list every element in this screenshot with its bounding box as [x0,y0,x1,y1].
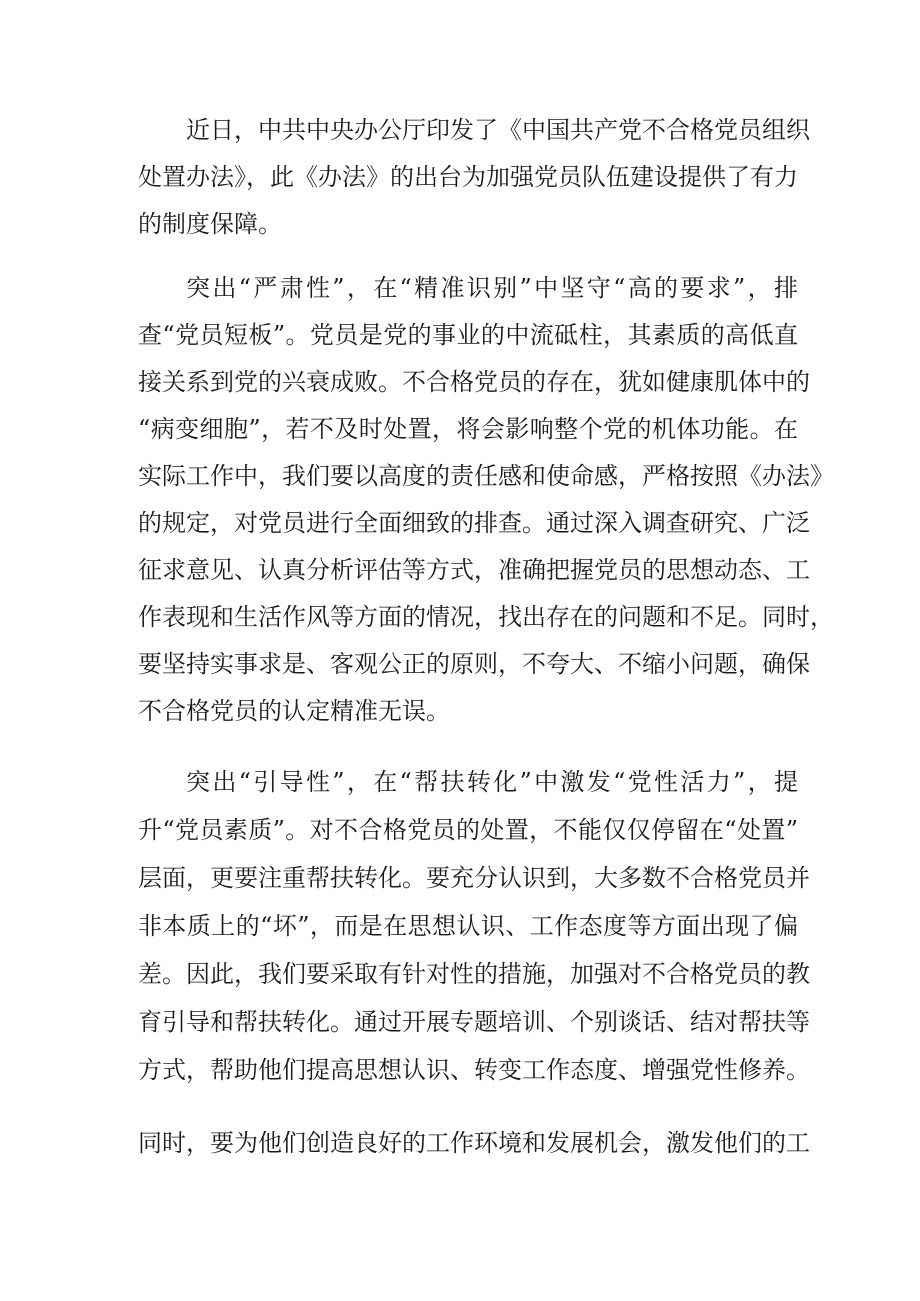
text-line: 方式，帮助他们提高思想认识、转变工作态度、增强党性修养。 [138,1056,810,1084]
text-line: 作表现和生活作风等方面的情况，找出存在的问题和不足。同时， [138,603,834,631]
text-line: 的制度保障。 [138,210,282,238]
text-line: 突出“引导性”，在“帮扶转化”中激发“党性活力”，提 [186,768,798,796]
text-line: 不合格党员的认定精准无误。 [138,697,450,725]
text-line: “病变细胞”，若不及时处置，将会影响整个党的机体功能。在 [138,415,798,443]
text-line: 升“党员素质”。对不合格党员的处置，不能仅仅停留在“处置” [138,816,798,844]
text-line: 近日，中共中央办公厅印发了《中国共产党不合格党员组织 [186,116,810,144]
text-line: 层面，更要注重帮扶转化。要充分认识到，大多数不合格党员并 [138,864,810,892]
text-line: 突出“严肃性”，在“精准识别”中坚守“高的要求”，排 [186,274,798,302]
text-line: 处置办法》，此《办法》的出台为加强党员队伍建设提供了有力 [138,163,798,191]
text-line: 非本质上的“坏”，而是在思想认识、工作态度等方面出现了偏 [138,912,798,940]
text-line: 实际工作中，我们要以高度的责任感和使命感，严格按照《办法》 [138,462,834,490]
text-line: 育引导和帮扶转化。通过开展专题培训、个别谈话、结对帮扶等 [138,1008,810,1036]
text-line: 征求意见、认真分析评估等方式，准确把握党员的思想动态、工 [138,556,810,584]
text-line: 同时，要为他们创造良好的工作环境和发展机会，激发他们的工 [138,1129,810,1157]
text-line: 差。因此，我们要采取有针对性的措施，加强对不合格党员的教 [138,960,810,988]
text-line: 查“党员短板”。党员是党的事业的中流砥柱，其素质的高低直 [138,321,798,349]
text-line: 接关系到党的兴衰成败。不合格党员的存在，犹如健康肌体中的 [138,368,810,396]
text-line: 的规定，对党员进行全面细致的排查。通过深入调查研究、广泛 [138,509,810,537]
text-line: 要坚持实事求是、客观公正的原则，不夸大、不缩小问题，确保 [138,650,810,678]
